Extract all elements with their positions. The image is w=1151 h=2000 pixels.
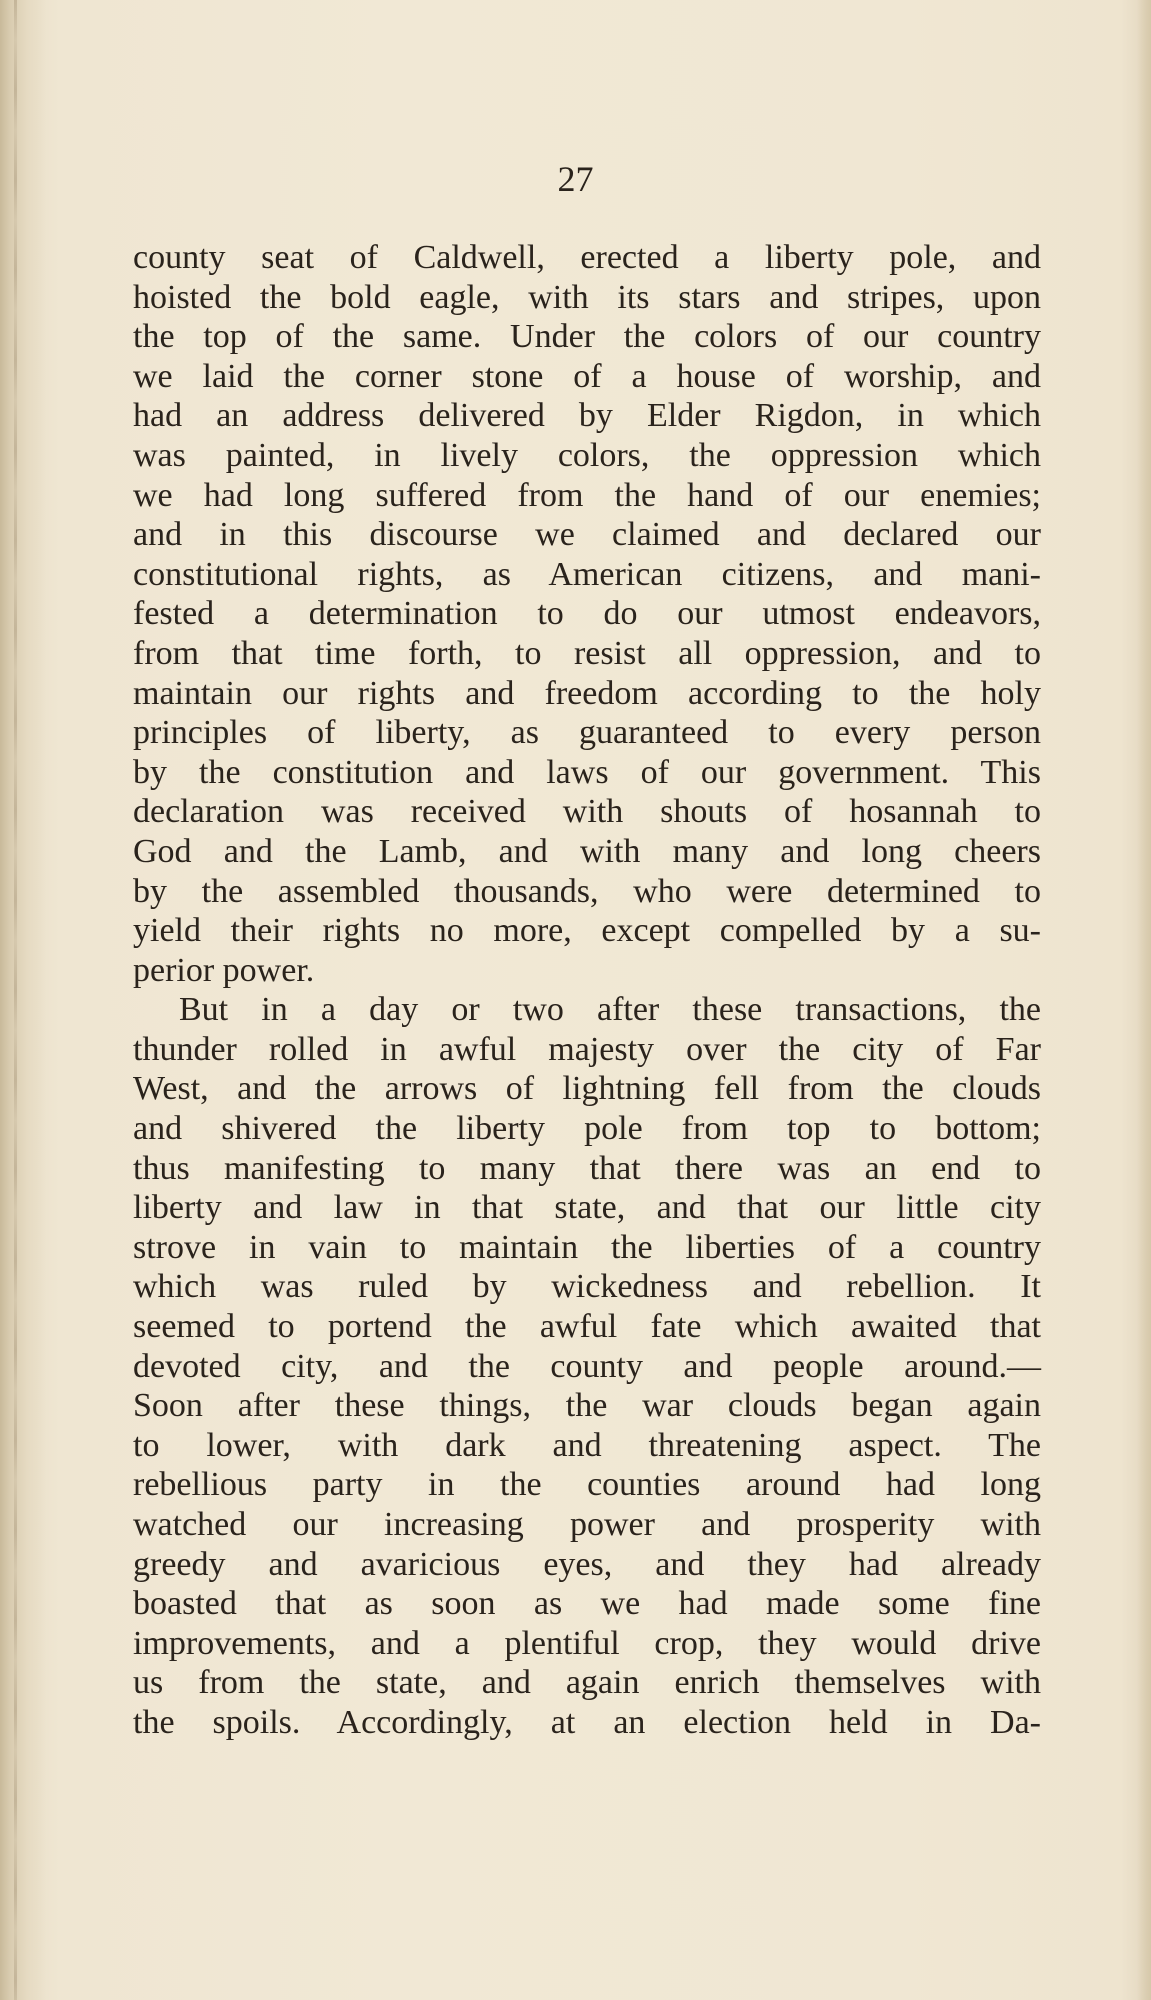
- text-line: we laid the corner stone of a house of worship, and: [133, 357, 1041, 395]
- text-line: county seat of Caldwell, erected a liberty pole, and: [133, 239, 1041, 276]
- text-line: we had long suffered from the hand of our enemies;: [133, 476, 1041, 514]
- text-line: watched our increasing power and prosperity with: [133, 1506, 1041, 1543]
- text-line: devoted city, and the county and people around.—: [133, 1347, 1041, 1385]
- text-line: and shivered the liberty pole from top to bottom;: [133, 1110, 1041, 1148]
- text-line: seemed to portend the awful fate which awaited that: [133, 1308, 1041, 1346]
- text-line: and in this discourse we claimed and declared our: [133, 516, 1041, 554]
- book-binding-edge: [0, 0, 46, 2000]
- text-line: West, and the arrows of lightning fell from the clouds: [133, 1070, 1041, 1108]
- body-text: [133, 238, 1041, 1743]
- text-line: from that time forth, to resist all oppression, and to: [133, 634, 1041, 672]
- text-line: strove in vain to maintain the liberties of a country: [133, 1228, 1041, 1266]
- page-right-edge: [1137, 0, 1151, 2000]
- text-line: rebellious party in the counties around had long: [133, 1466, 1041, 1504]
- text-line: thunder rolled in awful majesty over the city of Far: [133, 1030, 1041, 1068]
- text-line: by the constitution and laws of our government. This: [133, 753, 1041, 791]
- text-line: us from the state, and again enrich themselves with: [133, 1664, 1041, 1702]
- text-line: greedy and avaricious eyes, and they had already: [133, 1545, 1041, 1583]
- page-number: 27: [557, 159, 594, 199]
- text-line: fested a determination to do our utmost endeavors,: [133, 595, 1041, 633]
- paragraph-start-line: But in a day or two after these transactions, the: [179, 991, 1041, 1029]
- text-line: by the assembled thousands, who were determined to: [133, 872, 1041, 910]
- text-line: maintain our rights and freedom according to the holy: [133, 674, 1041, 712]
- text-line: which was ruled by wickedness and rebellion. It: [133, 1268, 1041, 1306]
- text-line: to lower, with dark and threatening aspect. The: [133, 1426, 1041, 1464]
- text-line: yield their rights no more, except compelled by a su-: [133, 912, 1041, 950]
- text-line: improvements, and a plentiful crop, they would drive: [133, 1624, 1041, 1662]
- text-line: constitutional rights, as American citizens, and mani-: [133, 555, 1041, 593]
- text-line: liberty and law in that state, and that our little city: [133, 1189, 1041, 1227]
- text-line: God and the Lamb, and with many and long cheers: [133, 832, 1041, 870]
- text-line: declaration was received with shouts of hosannah to: [133, 793, 1041, 831]
- paragraph-end-line: perior power.: [133, 951, 315, 989]
- text-line: thus manifesting to many that there was an end to: [133, 1149, 1041, 1187]
- text-line: hoisted the bold eagle, with its stars and stripes, upon: [133, 278, 1041, 316]
- text-line: was painted, in lively colors, the oppression which: [133, 436, 1041, 474]
- text-line: principles of liberty, as guaranteed to every person: [133, 714, 1041, 752]
- text-line: the top of the same. Under the colors of our country: [133, 318, 1041, 356]
- text-line: Soon after these things, the war clouds began again: [133, 1387, 1041, 1425]
- text-line: boasted that as soon as we had made some fine: [133, 1585, 1041, 1623]
- text-line: the spoils. Accordingly, at an election held in Da-: [133, 1703, 1041, 1741]
- text-line: had an address delivered by Elder Rigdon, in which: [133, 397, 1041, 435]
